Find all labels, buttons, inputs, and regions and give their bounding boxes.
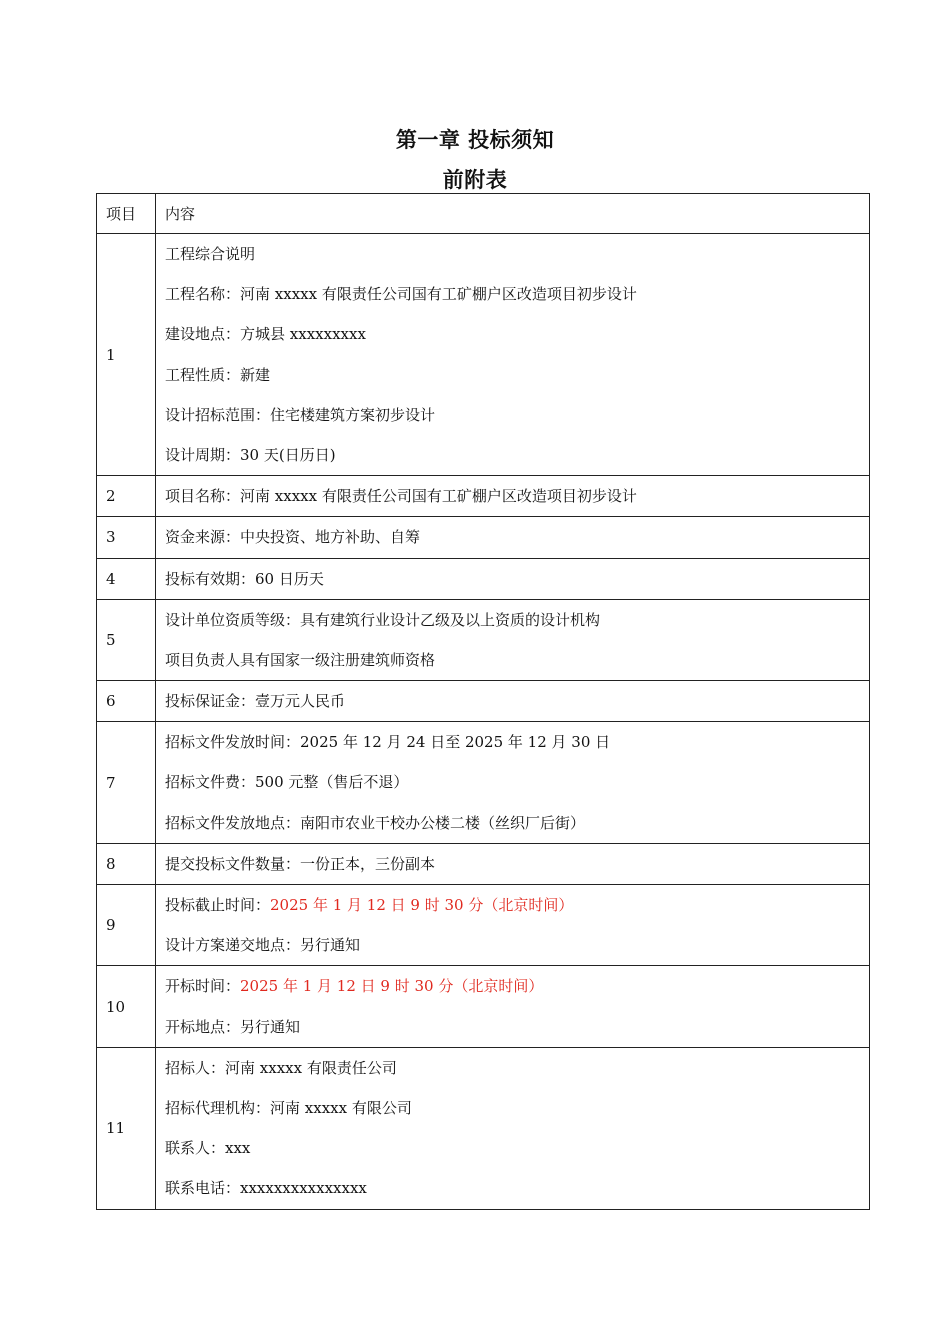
row-number: 3 [97,517,156,558]
row-number: 4 [97,558,156,599]
line-text: 招标文件发放地点：南阳市农业干校办公楼二楼（丝织厂后街） [165,813,586,832]
content-line [165,314,869,354]
content-line [165,803,869,843]
line-text: 工程综合说明 [165,245,256,263]
line-text: 投标截止时间： [165,896,271,914]
line-text: 投标有效期：60 日历天 [165,569,324,588]
content-line [165,1168,869,1208]
content-line [165,435,869,475]
deadline-highlight: 2025 年 1 月 12 日 9 时 30 分（北京时间） [240,977,544,996]
line-text: 招标文件发放时间：2025 年 12 月 24 日至 2025 年 12 月 30 日 [165,733,611,752]
content-line [165,722,869,762]
content-line [165,476,869,516]
row-number: 2 [97,476,156,517]
row-number: 6 [97,681,156,722]
row-content [156,843,870,884]
line-text: 工程性质：新建 [165,365,271,384]
content-line [165,600,869,640]
content-line [165,966,869,1006]
bid-info-table [96,193,870,1210]
table-row [97,517,870,558]
line-text: 提交投标文件数量：一份正本，三份副本 [165,854,436,873]
line-text: 项目名称：河南 xxxxx 有限责任公司国有工矿棚户区改造项目初步设计 [165,487,637,506]
row-content [156,966,870,1047]
table-row [97,722,870,844]
content-line [165,517,869,557]
table-row [97,885,870,966]
row-number: 5 [97,599,156,680]
content-line [165,1007,869,1047]
line-text: 工程名称：河南 xxxxx 有限责任公司国有工矿棚户区改造项目初步设计 [165,285,637,304]
row-content [156,885,870,966]
content-line [165,844,869,884]
content-line [165,355,869,395]
line-text: 资金来源：中央投资、地方补助、自筹 [165,528,421,547]
table-row [97,681,870,722]
row-content [156,476,870,517]
line-text: 投标保证金：壹万元人民币 [165,692,346,711]
content-line [165,559,869,599]
row-content [156,599,870,680]
line-text: 设计招标范围：住宅楼建筑方案初步设计 [165,405,436,424]
header-content: 内容 [156,194,870,234]
table-row [97,843,870,884]
table-row [97,476,870,517]
content-line [165,234,869,274]
content-line [165,681,869,721]
row-number: 7 [97,722,156,844]
content-line [165,762,869,802]
content-line [165,925,869,965]
content-line [165,274,869,314]
row-number: 11 [97,1047,156,1209]
content-line [165,1088,869,1128]
table-header-row [97,194,870,234]
row-content [156,558,870,599]
row-number: 1 [97,234,156,476]
table-title: 前附表 [442,167,508,192]
line-text: 招标文件费：500 元整（售后不退） [165,773,409,792]
table-row [97,599,870,680]
line-text: 设计单位资质等级：具有建筑行业设计乙级及以上资质的设计机构 [165,610,601,629]
table-row [97,1047,870,1209]
row-content [156,681,870,722]
row-content [156,234,870,476]
line-text: 联系电话：xxxxxxxxxxxxxxx [165,1179,367,1198]
content-line [165,1128,869,1168]
row-number: 9 [97,885,156,966]
line-text: 招标代理机构：河南 xxxxx 有限公司 [165,1098,412,1117]
content-line [165,885,869,925]
line-text: 联系人：xxx [165,1139,251,1158]
line-text: 项目负责人具有国家一级注册建筑师资格 [165,650,436,669]
table-row [97,558,870,599]
row-content [156,1047,870,1209]
line-text: 设计方案递交地点：另行通知 [165,936,361,955]
row-number: 8 [97,843,156,884]
row-content [156,517,870,558]
line-text: 开标地点：另行通知 [165,1017,301,1036]
deadline-highlight: 2025 年 1 月 12 日 9 时 30 分（北京时间） [270,896,574,914]
row-content [156,722,870,844]
table-row [97,966,870,1047]
chapter-title: 第一章 投标须知 [395,127,555,152]
line-text: 开标时间： [165,977,241,996]
row-number: 10 [97,966,156,1047]
line-text: 招标人：河南 xxxxx 有限责任公司 [165,1058,397,1077]
line-text: 设计周期：30 天(日历日) [165,445,336,464]
table-row [97,234,870,476]
content-line [165,395,869,435]
content-line [165,1048,869,1088]
header-item: 项目 [97,194,156,234]
line-text: 建设地点：方城县 xxxxxxxxx [165,325,366,344]
content-line [165,640,869,680]
